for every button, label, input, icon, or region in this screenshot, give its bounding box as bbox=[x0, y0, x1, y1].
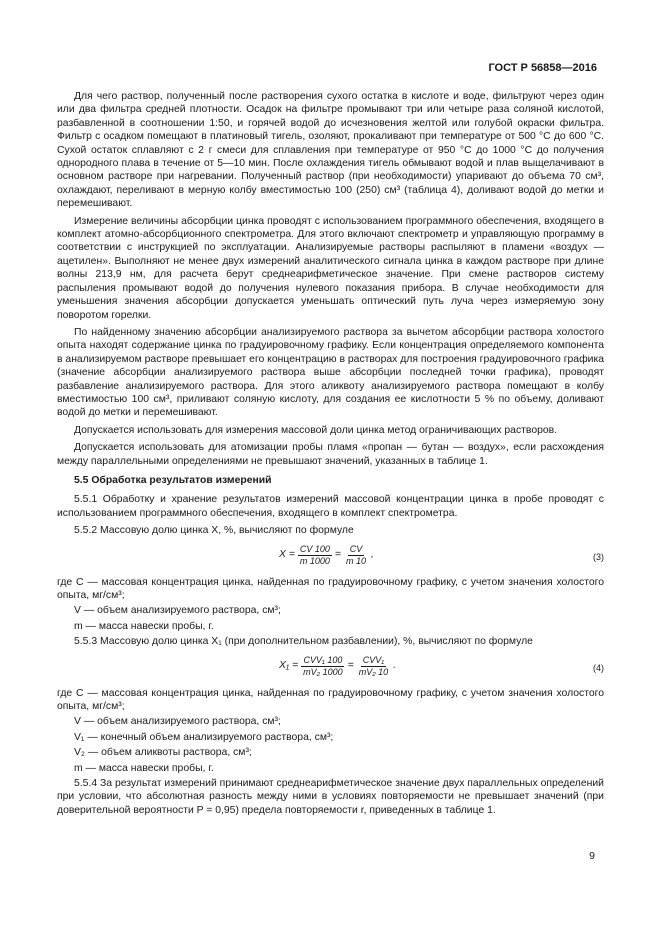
formula-4-def-v: V — объем анализируемого раствора, см³; bbox=[74, 716, 281, 728]
formula-4 bbox=[57, 653, 604, 683]
formula-3 bbox=[57, 542, 604, 572]
page-number: 9 bbox=[589, 850, 595, 862]
formula-4-numerator-2: CVV₁ bbox=[362, 654, 385, 665]
formula-3-fraction-1 bbox=[298, 544, 332, 567]
paragraph-absorption-measurement: Измерение величины абсорбции цинка проводят с использованием программного обеспечения, входящего в комплект атомно-абсорбционного спектрометра. Для этого включают спектрометр и управляющую программу в соответствии с инструкцией по эксплуатации. Анализируемые растворы распыляют в пламени «воздух — ацетилен». Выполняют не менее двух измерений аналитического сигнала цинка в каждом растворе при длине волны 213,9 нм, для расчета берут среднеарифметическое значение. При смене растворов систему распыления промывают водой до получения нулевого показания прибора. В случае необходимости для уменьшения значения абсорбции допускается уменьшать оптический путь луча через измеряемую зону поворотом горелки. bbox=[57, 215, 604, 321]
paragraph-propane-flame: Допускается использовать для атомизации пробы пламя «пропан — бутан — воздух», если расхождения между параллельными определениями не превышают значений, указанных в таблице 1. bbox=[57, 442, 604, 467]
formula-4-numerator-1: CVV₁ 100 bbox=[303, 654, 343, 665]
formula-4-lhs: X₁ = bbox=[279, 660, 299, 672]
formula-4-def-v2: V₂ — объем аликвоты раствора, см³; bbox=[74, 747, 252, 759]
formula-3-tail: , bbox=[371, 549, 374, 561]
formula-3-denominator-1: m 1000 bbox=[299, 555, 330, 566]
formula-3-denominator-2: m 10 bbox=[346, 555, 367, 566]
formula-4-def-c: где С — массовая концентрация цинка, найденная по градуировочному графику, с учетом значения холостого опыта, мг/см³; bbox=[57, 687, 604, 713]
clause-5-5-2: 5.5.2 Массовую долю цинка X, %, вычисляют по формуле bbox=[74, 525, 354, 537]
formula-3-lhs: X = bbox=[279, 549, 295, 561]
formula-3-numerator-1: CV 100 bbox=[299, 543, 330, 554]
paragraph-calibration: По найденному значению абсорбции анализируемого раствора за вычетом абсорбции раствора холостого опыта находят содержание цинка по градуировочному графику. Если концентрация определяемого компонента в анализируемом растворе превышает его концентрацию в растворах для построения градуировочного графика (значение абсорбции анализируемого раствора выше абсорбции последней точки графика), проводят разбавление анализируемого раствора. Для этого аликвоту анализируемого раствора помещают в колбу вместимостью 100 см³, приливают соляную кислоту, для создания ее кислотности 5 % по объему, доливают водой до метки и перемешивают. bbox=[57, 326, 604, 419]
paragraph-dissolution: Для чего раствор, полученный после растворения сухого остатка в кислоте и воде, фильтруют через один или два фильтра средней плотности. Осадок на фильтре промывают три или четыре раза соляной кислотой, разбавленной в соотношении 1:50, и горячей водой до исчезновения желтой или голубой окраски фильтра. Фильтр с осадком помещают в платиновый тигель, озоляют, прокаливают при температуре от 500 °С до 600 °С. Сухой остаток сплавляют с 2 г смеси для сплавления при температуре от 950 °С до 1000 °С до получения однородного плава в течение от 5—10 мин. После охлаждения тигель обмывают водой и плав выщелачивают в основном растворе при нагревании. Полученный раствор (при необходимости) упаривают до объема 70 см³, охлаждают, переливают в мерную колбу вместимостью 100 (250) см³ (таблица 4), доливают водой до метки и перемешивают. bbox=[57, 91, 604, 210]
formula-4-tail: . bbox=[393, 660, 397, 672]
paragraph-limiting-solutions: Допускается использовать для измерения массовой доли цинка метод ограничивающих растворов. bbox=[74, 424, 558, 436]
clause-5-5-4: 5.5.4 За результат измерений принимают среднеарифметическое значение двух параллельных определений при условии, что абсолютная разность между ними в условиях повторяемости не превышает значений (при доверительной вероятности P = 0,95) предела повторяемости r, приведенных в таблице 1. bbox=[57, 778, 604, 816]
formula-3-def-c: где С — массовая концентрация цинка, найденная по градуировочному графику, с учетом значения холостого опыта, мг/см³; bbox=[57, 576, 604, 601]
document-body bbox=[57, 90, 604, 821]
section-heading-5-5: 5.5 Обработка результатов измерений bbox=[74, 474, 272, 486]
formula-4-fraction-1 bbox=[301, 655, 344, 678]
formula-3-number: (3) bbox=[593, 551, 604, 562]
formula-3-numerator-2: CV bbox=[349, 543, 363, 554]
clause-5-5-1: 5.5.1 Обработку и хранение результатов измерений массовой концентрации цинка в пробе проводят с использованием программного обеспечения, входящего в комплект спектрометра. bbox=[57, 494, 604, 519]
formula-3-equals: = bbox=[334, 549, 341, 561]
formula-3-def-m: m — масса навески пробы, г. bbox=[74, 620, 214, 632]
document-header: ГОСТ Р 56858—2016 bbox=[488, 62, 597, 74]
formula-4-def-v1: V₁ — конечный объем анализируемого раствора, см³; bbox=[74, 731, 334, 743]
formula-4-equals: = bbox=[347, 660, 354, 672]
formula-4-number: (4) bbox=[593, 662, 604, 673]
formula-3-fraction-2 bbox=[344, 544, 368, 567]
formula-4-fraction-2 bbox=[357, 655, 390, 678]
formula-4-denominator-1: mV₂ 1000 bbox=[303, 666, 343, 677]
formula-4-denominator-2: mV₂ 10 bbox=[358, 666, 389, 677]
clause-5-5-3: 5.5.3 Массовую долю цинка X₁ (при дополнительном разбавлении), %, вычисляют по формуле bbox=[74, 636, 533, 648]
formula-3-def-v: V — объем анализируемого раствора, см³; bbox=[74, 605, 281, 617]
formula-4-def-m: m — масса навески пробы, г. bbox=[74, 762, 214, 774]
